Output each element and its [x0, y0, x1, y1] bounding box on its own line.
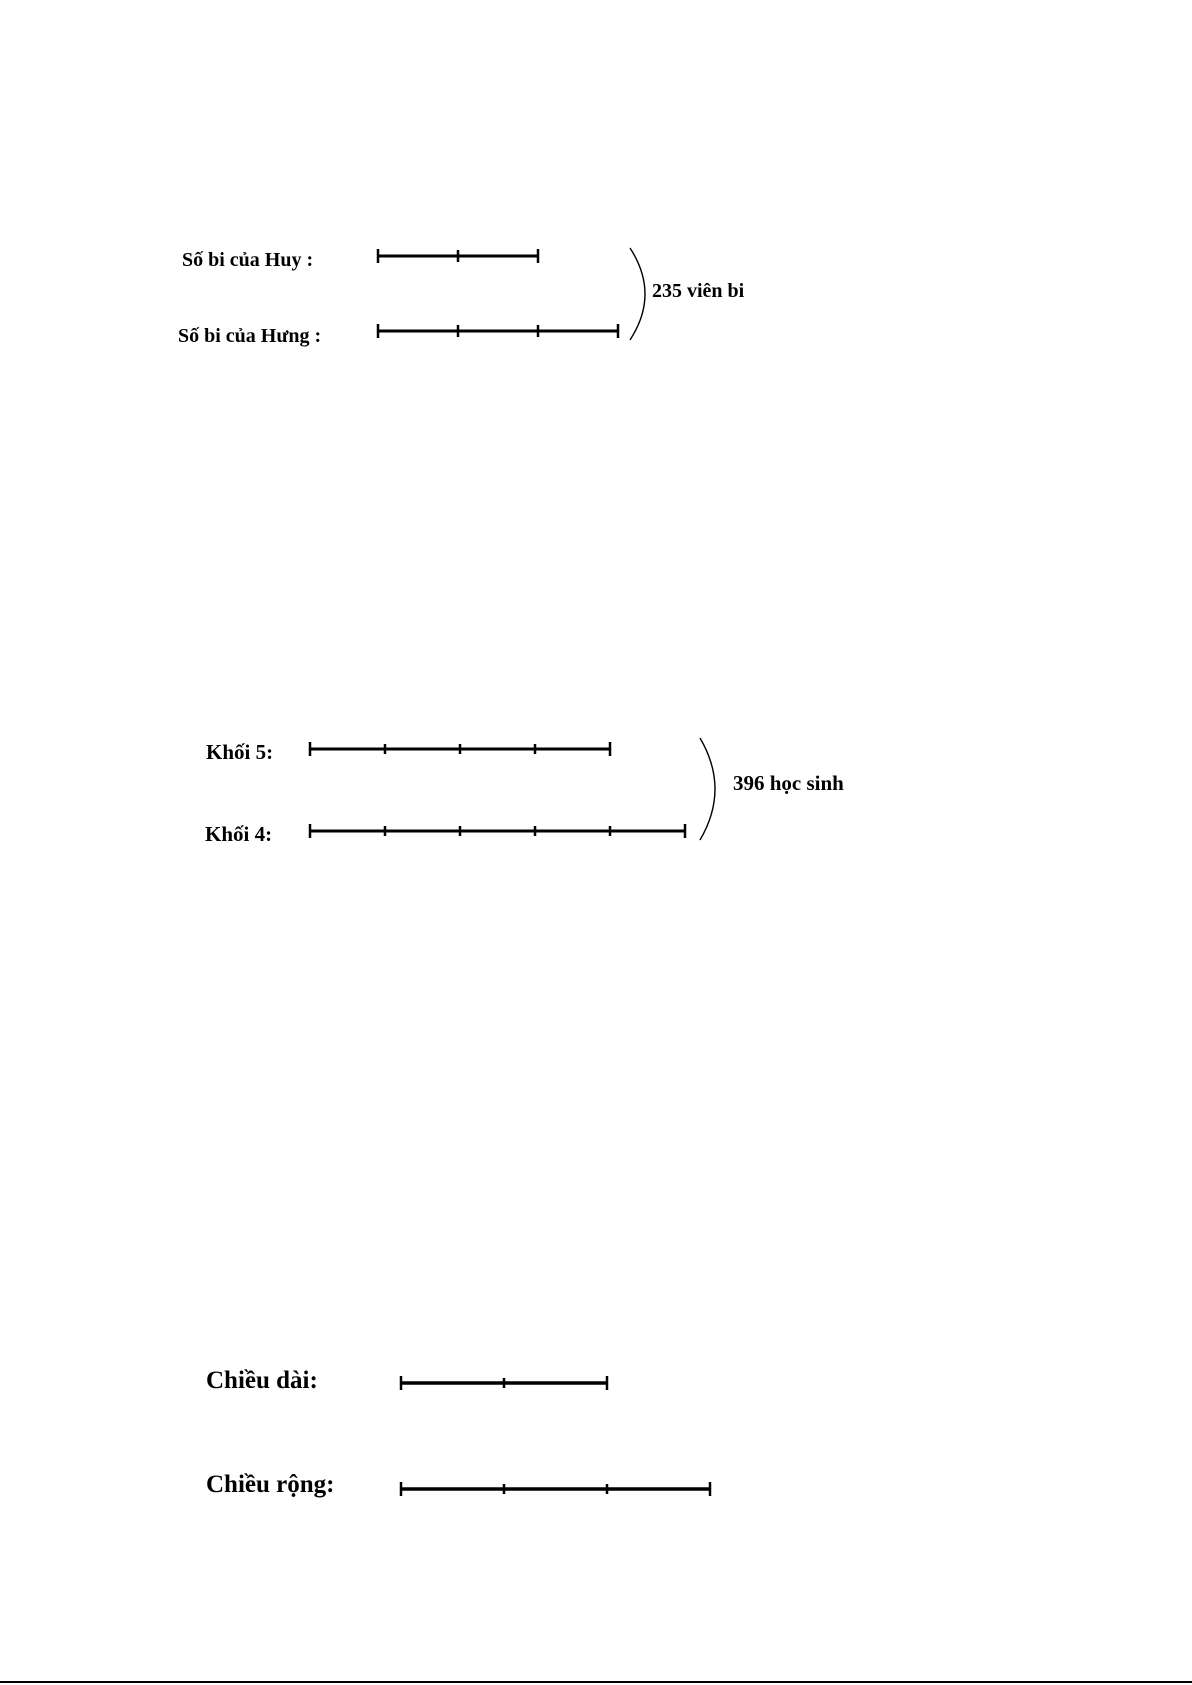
- page-bottom-rule: [0, 1681, 1192, 1683]
- diagram-2-brace: [700, 738, 715, 840]
- label-chieu-rong: Chiều rộng:: [206, 1471, 335, 1498]
- total-students: 396 học sinh: [733, 771, 844, 795]
- label-huy: Số bi của Huy :: [182, 249, 314, 271]
- diagram-1-brace: [630, 248, 645, 340]
- total-marbles: 235 viên bi: [652, 280, 745, 302]
- label-khoi-4: Khối 4:: [205, 822, 273, 846]
- label-hung: Số bi của Hưng :: [178, 325, 322, 347]
- label-khoi-5: Khối 5:: [206, 740, 274, 764]
- label-chieu-dai: Chiều dài:: [206, 1367, 318, 1394]
